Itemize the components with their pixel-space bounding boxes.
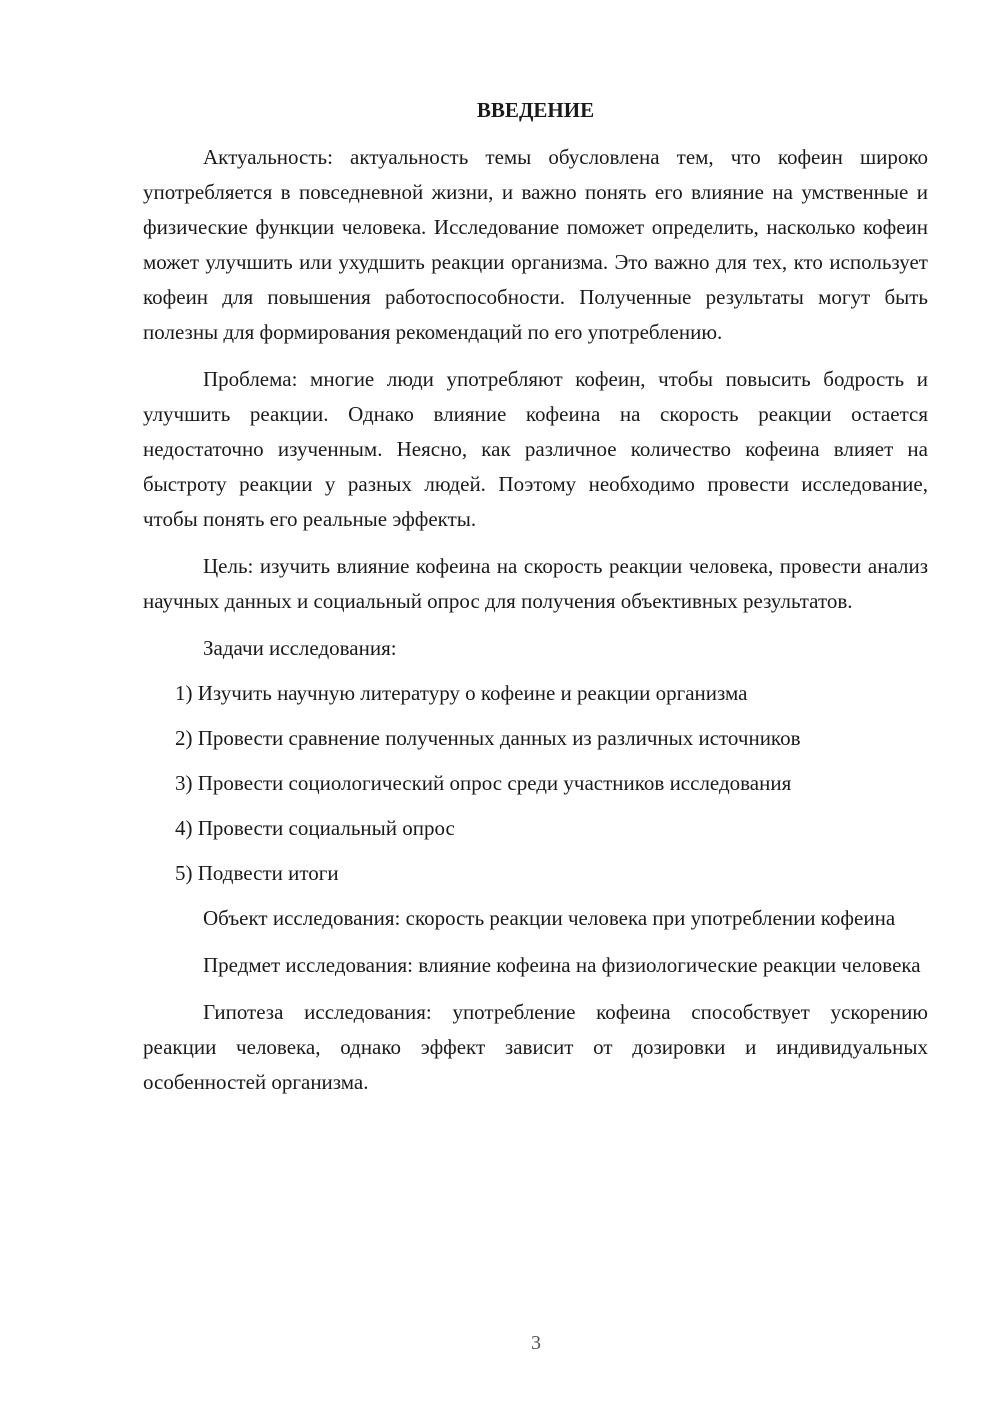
task-item: 5) Подвести итоги [175, 861, 339, 885]
task-item: 4) Провести социальный опрос [175, 816, 455, 840]
page-number: 3 [531, 1332, 541, 1354]
document-body [143, 140, 928, 1112]
page-title: ВВЕДЕНИЕ [476, 98, 595, 122]
hypothesis-paragraph: Гипотеза исследования: употребление кофеина способствует ускорению реакции человека, однако эффект зависит от дозировки и индивидуальных особенностей организма. [143, 1000, 928, 1094]
relevance-paragraph: Актуальность: актуальность темы обусловлена тем, что кофеин широко употребляется в повседневной жизни, и важно понять его влияние на умственные и физические функции человека. Исследование поможет определить, насколько кофеин может улучшить или ухудшить реакции организма. Это важно для тех, кто использует кофеин для повышения работоспособности. Полученные результаты могут быть полезны для формирования рекомендаций по его употреблению. [143, 145, 928, 344]
goal-paragraph: Цель: изучить влияние кофеина на скорость реакции человека, провести анализ научных данных и социальный опрос для получения объективных результатов. [143, 554, 928, 613]
tasks-list [143, 676, 928, 891]
subject-paragraph: Предмет исследования: влияние кофеина на физиологические реакции человека [203, 953, 921, 977]
tasks-heading: Задачи исследования: [203, 636, 397, 660]
object-paragraph: Объект исследования: скорость реакции человека при употреблении кофеина [203, 906, 896, 930]
problem-paragraph: Проблема: многие люди употребляют кофеин, чтобы повысить бодрость и улучшить реакции. Однако влияние кофеина на скорость реакции остается недостаточно изученным. Неясно, как различное количество кофеина влияет на быстроту реакции у разных людей. Поэтому необходимо провести исследование, чтобы понять его реальные эффекты. [143, 367, 928, 531]
task-item: 3) Провести социологический опрос среди участников исследования [175, 771, 792, 795]
task-item: 2) Провести сравнение полученных данных из различных источников [175, 726, 801, 750]
task-item: 1) Изучить научную литературу о кофеине и реакции организма [175, 681, 748, 705]
